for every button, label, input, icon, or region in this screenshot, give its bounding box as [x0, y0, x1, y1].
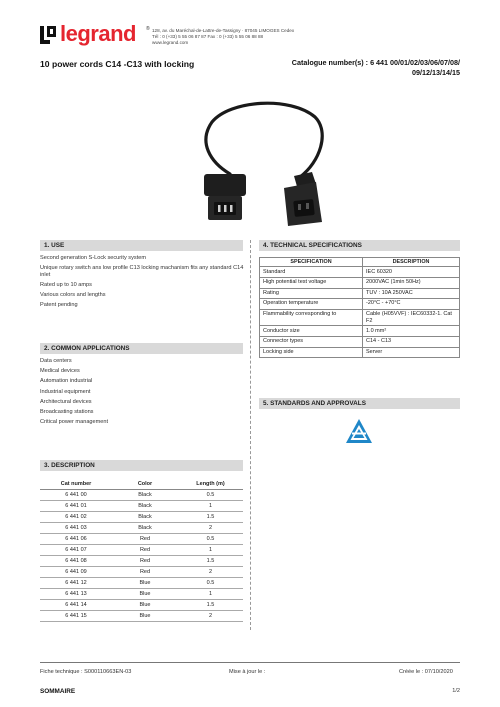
- spec-name-cell: Standard: [260, 267, 363, 278]
- section-description-header: 3. DESCRIPTION: [40, 460, 243, 471]
- color-cell: Blue: [112, 588, 178, 599]
- color-cell: Black: [112, 511, 178, 522]
- col-length: Length (m): [178, 479, 243, 489]
- list-item: Medical devices: [40, 368, 80, 375]
- list-item: Data centers: [40, 358, 72, 364]
- length-cell: 1: [178, 544, 243, 555]
- length-cell: 1: [178, 500, 243, 511]
- cat-number-cell: 6 441 00: [40, 489, 112, 500]
- col-cat-number: Cat number: [40, 479, 112, 489]
- cat-number-cell: 6 441 14: [40, 599, 112, 610]
- table-row: [40, 599, 243, 610]
- table-row: [260, 299, 460, 310]
- length-cell: 0.5: [178, 577, 243, 588]
- spec-value-cell: 1.0 mm²: [363, 326, 460, 337]
- col-color: Color: [112, 479, 178, 489]
- spec-value-cell: Cable (H05VVF) : IEC60332-1. Cat F2: [363, 309, 460, 326]
- description-table: [40, 479, 243, 622]
- section-technical-header: 4. TECHNICAL SPECIFICATIONS: [259, 240, 460, 251]
- logo-wordmark: legrand: [60, 21, 136, 46]
- length-cell: 2: [178, 566, 243, 577]
- update-date: Mise à jour le :: [229, 669, 266, 675]
- col-description: DESCRIPTION: [363, 258, 460, 267]
- footer-divider: [40, 662, 460, 663]
- table-row: [40, 566, 243, 577]
- table-row: [40, 544, 243, 555]
- cat-number-cell: 6 441 09: [40, 566, 112, 577]
- color-cell: Red: [112, 544, 178, 555]
- cat-number-cell: 6 441 03: [40, 522, 112, 533]
- spec-value-cell: IEC 60320: [363, 267, 460, 278]
- spec-name-cell: Flammability corresponding to: [260, 309, 363, 326]
- company-address: [152, 28, 294, 47]
- table-row: [40, 533, 243, 544]
- spec-value-cell: -20°C - +70°C: [363, 299, 460, 310]
- col-specification: SPECIFICATION: [260, 258, 363, 267]
- table-row: [40, 555, 243, 566]
- table-row: [40, 610, 243, 621]
- product-title: 10 power cords C14 -C13 with locking: [40, 59, 195, 69]
- table-row: [40, 500, 243, 511]
- spec-name-cell: Connector types: [260, 336, 363, 347]
- table-header-row: [40, 479, 243, 489]
- color-cell: Red: [112, 566, 178, 577]
- color-cell: Black: [112, 489, 178, 500]
- length-cell: 0.5: [178, 489, 243, 500]
- table-header-row: [260, 258, 460, 267]
- table-row: [260, 347, 460, 358]
- table-row: [40, 489, 243, 500]
- tuv-certification-icon: [345, 418, 373, 444]
- cat-number-cell: 6 441 01: [40, 500, 112, 511]
- color-cell: Blue: [112, 599, 178, 610]
- table-row: [260, 336, 460, 347]
- catalogue-line-2: 09/12/13/14/15: [412, 67, 460, 77]
- logo-registered: ®: [146, 26, 150, 32]
- sommaire-link[interactable]: SOMMAIRE: [40, 688, 76, 695]
- spec-name-cell: Rating: [260, 288, 363, 299]
- length-cell: 2: [178, 522, 243, 533]
- website-line: www.legrand.com: [152, 40, 189, 46]
- length-cell: 1: [178, 588, 243, 599]
- section-standards-header: 5. STANDARDS AND APPROVALS: [259, 398, 460, 409]
- length-cell: 1.5: [178, 555, 243, 566]
- table-row: [260, 309, 460, 326]
- length-cell: 1.5: [178, 511, 243, 522]
- cat-number-cell: 6 441 02: [40, 511, 112, 522]
- legrand-mark-icon: [40, 26, 56, 44]
- table-row: [260, 277, 460, 288]
- spec-name-cell: Locking side: [260, 347, 363, 358]
- legrand-logo: [40, 21, 150, 47]
- section-applications-header: 2. COMMON APPLICATIONS: [40, 343, 243, 354]
- table-row: [260, 267, 460, 278]
- technical-spec-table: [259, 257, 460, 358]
- cat-number-cell: 6 441 08: [40, 555, 112, 566]
- table-row: [40, 577, 243, 588]
- applications-list: [40, 358, 245, 429]
- spec-value-cell: C14 - C13: [363, 336, 460, 347]
- list-item: Patent pending: [40, 302, 78, 309]
- spec-value-cell: 2000VAC (1min 50Hz): [363, 277, 460, 288]
- spec-name-cell: High potential test voltage: [260, 277, 363, 288]
- list-item: Second generation S-Lock security system: [40, 255, 147, 261]
- list-item: Industrial equipment: [40, 388, 91, 395]
- catalogue-numbers: [260, 58, 460, 77]
- table-row: [40, 588, 243, 599]
- list-item: Various colors and lengths: [40, 292, 106, 299]
- color-cell: Black: [112, 522, 178, 533]
- length-cell: 2: [178, 610, 243, 621]
- list-item: Critical power management: [40, 419, 109, 426]
- cat-number-cell: 6 441 07: [40, 544, 112, 555]
- created-date: Créée le : 07/10/2020: [399, 669, 453, 675]
- list-item: Architectural devices: [40, 398, 92, 405]
- table-row: [260, 288, 460, 299]
- catalogue-line-1: Catalogue number(s) : 6 441 00/01/02/03/06/07/08/: [291, 58, 460, 67]
- color-cell: Blue: [112, 610, 178, 621]
- spec-name-cell: Conductor size: [260, 326, 363, 337]
- cat-number-cell: 6 441 15: [40, 610, 112, 621]
- list-item: Rated up to 10 amps: [40, 281, 92, 288]
- length-cell: 0.5: [178, 533, 243, 544]
- power-cord-image: [190, 92, 340, 232]
- spec-name-cell: Operation temperature: [260, 299, 363, 310]
- fiche-technique-ref: Fiche technique : S000110663EN-03: [40, 669, 132, 675]
- list-item: Unique rotary switch ans low profile C13 locking machanism fits any standard C14 inlet: [40, 265, 244, 278]
- length-cell: 1.5: [178, 599, 243, 610]
- color-cell: Red: [112, 533, 178, 544]
- color-cell: Red: [112, 555, 178, 566]
- spec-value-cell: TUV : 10A 250VAC: [363, 288, 460, 299]
- use-list: [40, 255, 245, 313]
- column-divider: [250, 240, 251, 630]
- list-item: Automation industrial: [40, 378, 93, 385]
- address-line: 128, av. du Maréchal-de-Lattre-de-Tassigny · 87045 LIMOGES Cedex: [152, 28, 295, 33]
- section-use-header: 1. USE: [40, 240, 243, 251]
- color-cell: Blue: [112, 577, 178, 588]
- page-number: 1/2: [452, 688, 460, 694]
- spec-value-cell: Server: [363, 347, 460, 358]
- color-cell: Black: [112, 500, 178, 511]
- cat-number-cell: 6 441 12: [40, 577, 112, 588]
- cat-number-cell: 6 441 06: [40, 533, 112, 544]
- contact-line: Tél : 0 (+33) 5 55 06 87 87 Fax : 0 (+33) 5 55 06 88 88: [152, 34, 264, 40]
- table-row: [260, 326, 460, 337]
- table-row: [40, 511, 243, 522]
- list-item: Broadcasting stations: [40, 408, 94, 415]
- table-row: [40, 522, 243, 533]
- cat-number-cell: 6 441 13: [40, 588, 112, 599]
